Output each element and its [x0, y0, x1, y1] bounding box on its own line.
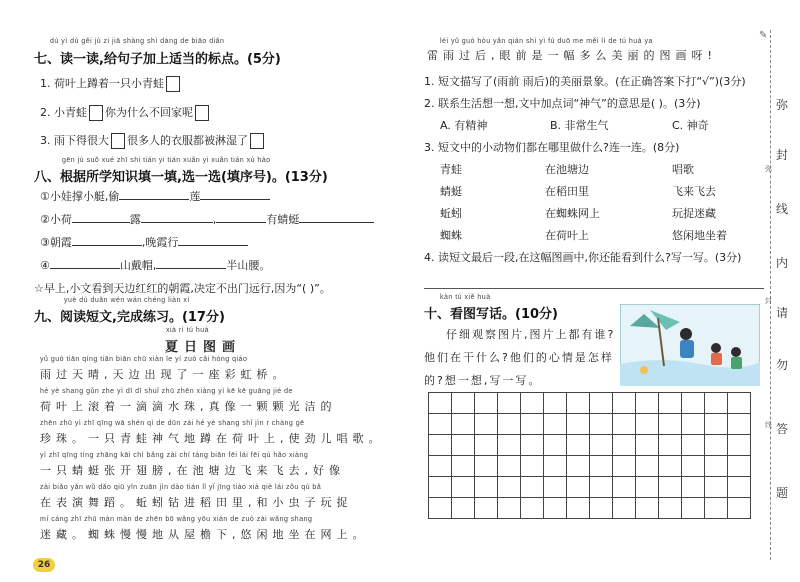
- grid-cell[interactable]: [429, 498, 452, 519]
- grid-cell[interactable]: [728, 414, 751, 435]
- sidebar-char: 内: [776, 256, 789, 270]
- grid-cell[interactable]: [613, 498, 636, 519]
- grid-cell[interactable]: [636, 456, 659, 477]
- grid-cell[interactable]: [521, 456, 544, 477]
- grid-cell[interactable]: [705, 498, 728, 519]
- q4: 4. 读短文最后一段,在这幅图画中,你还能看到什么?写一写。(3分): [424, 251, 742, 264]
- s7-q2: 2. 小青蛙 你为什么不回家呢: [40, 104, 211, 121]
- story-pinyin: mí cáng zhī zhū màn màn de zhēn bō wǎng yōu xián de zuò zài wǎng shang: [40, 516, 313, 523]
- grid-cell[interactable]: [682, 477, 705, 498]
- fill-blank[interactable]: [50, 258, 120, 269]
- grid-cell[interactable]: [567, 498, 590, 519]
- s8-line1: ①小娃撑小艇,偷 莲: [40, 188, 270, 204]
- seal-line: [770, 30, 771, 560]
- s8-pinyin: gēn jù suǒ xué zhī shi tián yi tián xuǎn yi xuǎn tián xù hào: [62, 157, 271, 164]
- answer-box[interactable]: [89, 105, 103, 121]
- grid-cell[interactable]: [521, 477, 544, 498]
- grid-cell[interactable]: [521, 435, 544, 456]
- q2-option-b[interactable]: B. 非常生气: [550, 119, 609, 132]
- fill-blank[interactable]: [178, 235, 248, 246]
- story-pinyin: zài biǎo yǎn wǔ dǎo qiū yǐn zuān jìn dào tián lǐ yǐ jīng tiào xià qiè lái zǒu qù bǎ: [40, 484, 322, 491]
- grid-cell[interactable]: [613, 456, 636, 477]
- grid-cell[interactable]: [429, 456, 452, 477]
- grid-cell[interactable]: [475, 456, 498, 477]
- grid-cell[interactable]: [498, 435, 521, 456]
- grid-cell[interactable]: [659, 498, 682, 519]
- grid-cell[interactable]: [636, 393, 659, 414]
- grid-cell[interactable]: [728, 498, 751, 519]
- grid-cell[interactable]: [728, 393, 751, 414]
- grid-cell[interactable]: [567, 393, 590, 414]
- grid-cell[interactable]: [452, 498, 475, 519]
- match-item[interactable]: 青蛙: [440, 163, 462, 176]
- pencil-icon: ✎: [759, 30, 768, 41]
- grid-cell[interactable]: [498, 477, 521, 498]
- section10-title: 十、看图写话。(10分): [424, 307, 558, 322]
- sidebar-small-char: 弥: [765, 165, 772, 173]
- story-pinyin: yǔ guò tiān qíng tiān biān chū xiàn le yí zuò cǎi hóng qiáo: [40, 356, 248, 363]
- q2: 2. 联系生活想一想,文中加点词“神气”的意思是( )。(3分): [424, 97, 701, 110]
- s8-line2: ②小荷 露 , 有蜻蜓: [40, 211, 374, 227]
- grid-cell[interactable]: [544, 498, 567, 519]
- grid-cell[interactable]: [728, 435, 751, 456]
- fill-blank[interactable]: [141, 212, 213, 223]
- answer-box[interactable]: [111, 133, 125, 149]
- s8-question: ☆早上,小文看到天边红红的朝霞,决定不出门远行,因为“( )”。: [34, 282, 331, 295]
- grid-cell[interactable]: [429, 477, 452, 498]
- sidebar-char: 答: [776, 422, 789, 436]
- sidebar-small-char: 线: [765, 421, 772, 429]
- grid-cell[interactable]: [705, 477, 728, 498]
- grid-cell[interactable]: [498, 498, 521, 519]
- match-item[interactable]: 在稻田里: [545, 185, 589, 198]
- grid-cell[interactable]: [452, 414, 475, 435]
- story-pinyin: zhēn zhū yì zhī qīng wā shén qì de dūn zài hé yè shang shǐ jìn r chàng gē: [40, 420, 305, 427]
- match-item[interactable]: 飞来飞去: [672, 185, 716, 198]
- grid-cell[interactable]: [429, 414, 452, 435]
- story-title: 夏日图画: [165, 340, 242, 355]
- s7-pinyin: dú yì dú gěi jù zi jiā shàng shì dàng de biāo diǎn: [50, 38, 225, 45]
- s7-q1: 1. 荷叶上蹲着一只小青蛙: [40, 75, 182, 92]
- beach-scene-illustration: [620, 304, 760, 386]
- grid-cell[interactable]: [636, 498, 659, 519]
- grid-cell[interactable]: [521, 498, 544, 519]
- s8-line3: ③朝霞 ,晚霞行: [40, 234, 248, 250]
- grid-cell[interactable]: [498, 393, 521, 414]
- grid-cell[interactable]: [590, 477, 613, 498]
- grid-cell[interactable]: [682, 393, 705, 414]
- s10-line3: 的?想一想,写一写。: [424, 374, 542, 387]
- match-item[interactable]: 唱歌: [672, 163, 694, 176]
- match-item[interactable]: 在蜘蛛网上: [545, 207, 600, 220]
- grid-cell[interactable]: [659, 477, 682, 498]
- sidebar-char: 封: [776, 148, 789, 162]
- section8-title: 八、根据所学知识填一填,选一选(填序号)。(13分): [34, 170, 328, 185]
- story-pinyin: hé yè shang gǔn zhe yì dī dī shuǐ zhū zhēn xiàng yì kē kē guāng jié de: [40, 388, 293, 395]
- grid-cell[interactable]: [452, 477, 475, 498]
- story-title-pinyin: xià rì tú huà: [166, 327, 210, 334]
- story-line: 荷叶上滚着一滴滴水珠,真像一颗颗光洁的: [40, 400, 337, 413]
- grid-cell[interactable]: [452, 393, 475, 414]
- grid-cell[interactable]: [636, 477, 659, 498]
- grid-cell[interactable]: [636, 414, 659, 435]
- grid-cell[interactable]: [613, 414, 636, 435]
- grid-cell[interactable]: [452, 435, 475, 456]
- top-text: 雷雨过后,眼前是一幅多么美丽的图画呀!: [427, 49, 717, 62]
- section9-title: 九、阅读短文,完成练习。(17分): [34, 310, 225, 325]
- grid-cell[interactable]: [452, 456, 475, 477]
- story-line: 一只蜻蜓张开翅膀,在池塘边飞来飞去,好像: [40, 464, 345, 477]
- grid-cell[interactable]: [590, 456, 613, 477]
- grid-cell[interactable]: [682, 498, 705, 519]
- sidebar-char: 题: [776, 486, 789, 500]
- fill-blank[interactable]: [72, 235, 142, 246]
- grid-cell[interactable]: [590, 393, 613, 414]
- story-line: 迷藏。蜘蛛慢慢地从屋檐下,悠闲地坐在网上。: [40, 528, 369, 541]
- grid-cell[interactable]: [521, 414, 544, 435]
- story-pinyin: yì zhī qīng tíng zhāng kāi chì bǎng zài chí táng biān fēi lái fēi qù hǎo xiàng: [40, 452, 309, 459]
- grid-cell[interactable]: [567, 477, 590, 498]
- grid-cell[interactable]: [659, 393, 682, 414]
- grid-cell[interactable]: [613, 477, 636, 498]
- q2-option-a[interactable]: A. 有精神: [440, 119, 488, 132]
- grid-cell[interactable]: [544, 456, 567, 477]
- answer-box[interactable]: [195, 105, 209, 121]
- grid-cell[interactable]: [498, 456, 521, 477]
- grid-cell[interactable]: [682, 456, 705, 477]
- s9-pinyin: yuè dú duǎn wén wán chéng liàn xí: [64, 297, 190, 304]
- story-line: 雨过天晴,天边出现了一座彩虹桥。: [40, 368, 289, 381]
- match-item[interactable]: 在荷叶上: [545, 229, 589, 242]
- grid-cell[interactable]: [613, 393, 636, 414]
- grid-cell[interactable]: [544, 414, 567, 435]
- grid-cell[interactable]: [705, 456, 728, 477]
- writing-grid: [428, 392, 751, 519]
- grid-cell[interactable]: [590, 435, 613, 456]
- story-line: 在表演舞蹈。蚯蚓钻进稻田里,和小虫子玩捉: [40, 496, 353, 509]
- grid-cell[interactable]: [475, 498, 498, 519]
- grid-cell[interactable]: [544, 435, 567, 456]
- grid-cell[interactable]: [659, 414, 682, 435]
- s7-q3: 3. 雨下得很大 很多人的衣服都被淋湿了: [40, 132, 266, 149]
- q1: 1. 短文描写了(雨前 雨后)的美丽景象。(在正确答案下打“√”)(3分): [424, 75, 746, 88]
- q2-option-c[interactable]: C. 神奇: [672, 119, 709, 132]
- grid-cell[interactable]: [544, 393, 567, 414]
- grid-cell[interactable]: [590, 414, 613, 435]
- grid-cell[interactable]: [728, 477, 751, 498]
- match-item[interactable]: 玩捉迷藏: [672, 207, 716, 220]
- grid-cell[interactable]: [682, 435, 705, 456]
- s10-line2: 他们在干什么?他们的心情是怎样: [424, 351, 614, 364]
- match-item[interactable]: 悠闲地坐着: [672, 229, 727, 242]
- match-item[interactable]: 蚯蚓: [440, 207, 462, 220]
- fill-blank[interactable]: [200, 189, 270, 200]
- story-line: 珍珠。一只青蛙神气地蹲在荷叶上,使劲儿唱歌。: [40, 432, 385, 445]
- sidebar-char: 线: [776, 202, 789, 216]
- grid-cell[interactable]: [544, 477, 567, 498]
- grid-cell[interactable]: [498, 414, 521, 435]
- beach-picture: [620, 304, 760, 386]
- answer-line[interactable]: [424, 288, 764, 289]
- sidebar-char: 请: [776, 306, 789, 320]
- grid-cell[interactable]: [521, 393, 544, 414]
- match-item[interactable]: 蜘蛛: [440, 229, 462, 242]
- match-item[interactable]: 在池塘边: [545, 163, 589, 176]
- grid-cell[interactable]: [636, 435, 659, 456]
- match-item[interactable]: 蜻蜓: [440, 185, 462, 198]
- sidebar-small-char: 封: [765, 297, 772, 305]
- grid-cell[interactable]: [659, 435, 682, 456]
- fill-blank[interactable]: [216, 212, 266, 223]
- grid-cell[interactable]: [475, 393, 498, 414]
- q3: 3. 短文中的小动物们都在哪里做什么?连一连。(8分): [424, 141, 680, 154]
- grid-cell[interactable]: [429, 393, 452, 414]
- grid-cell[interactable]: [682, 414, 705, 435]
- s10-line1: 仔细观察图片,图片上都有谁?: [446, 328, 616, 341]
- top-pinyin: léi yǔ guò hòu yǎn qián shì yì fú duō me měi lì de tú huà ya: [440, 38, 653, 45]
- answer-box[interactable]: [250, 133, 264, 149]
- grid-cell[interactable]: [613, 435, 636, 456]
- grid-cell[interactable]: [475, 414, 498, 435]
- grid-cell[interactable]: [705, 414, 728, 435]
- grid-cell[interactable]: [728, 456, 751, 477]
- sidebar-char: 勿: [776, 358, 789, 372]
- s10-pinyin: kàn tú xiě huà: [440, 294, 491, 301]
- grid-cell[interactable]: [567, 435, 590, 456]
- fill-blank[interactable]: [72, 212, 130, 223]
- answer-box[interactable]: [166, 76, 180, 92]
- grid-cell[interactable]: [590, 498, 613, 519]
- fill-blank[interactable]: [299, 212, 374, 223]
- sidebar-char: 弥: [776, 98, 789, 112]
- fill-blank[interactable]: [119, 189, 189, 200]
- page-number: 26: [33, 558, 55, 572]
- grid-cell[interactable]: [567, 456, 590, 477]
- grid-cell[interactable]: [475, 477, 498, 498]
- grid-cell[interactable]: [705, 435, 728, 456]
- grid-cell[interactable]: [705, 393, 728, 414]
- grid-cell[interactable]: [475, 435, 498, 456]
- fill-blank[interactable]: [156, 258, 226, 269]
- grid-cell[interactable]: [567, 414, 590, 435]
- grid-cell[interactable]: [429, 435, 452, 456]
- s8-line4: ④ 山戴帽, 半山腰。: [40, 259, 271, 272]
- grid-cell[interactable]: [659, 456, 682, 477]
- section7-title: 七、读一读,给句子加上适当的标点。(5分): [34, 52, 281, 67]
